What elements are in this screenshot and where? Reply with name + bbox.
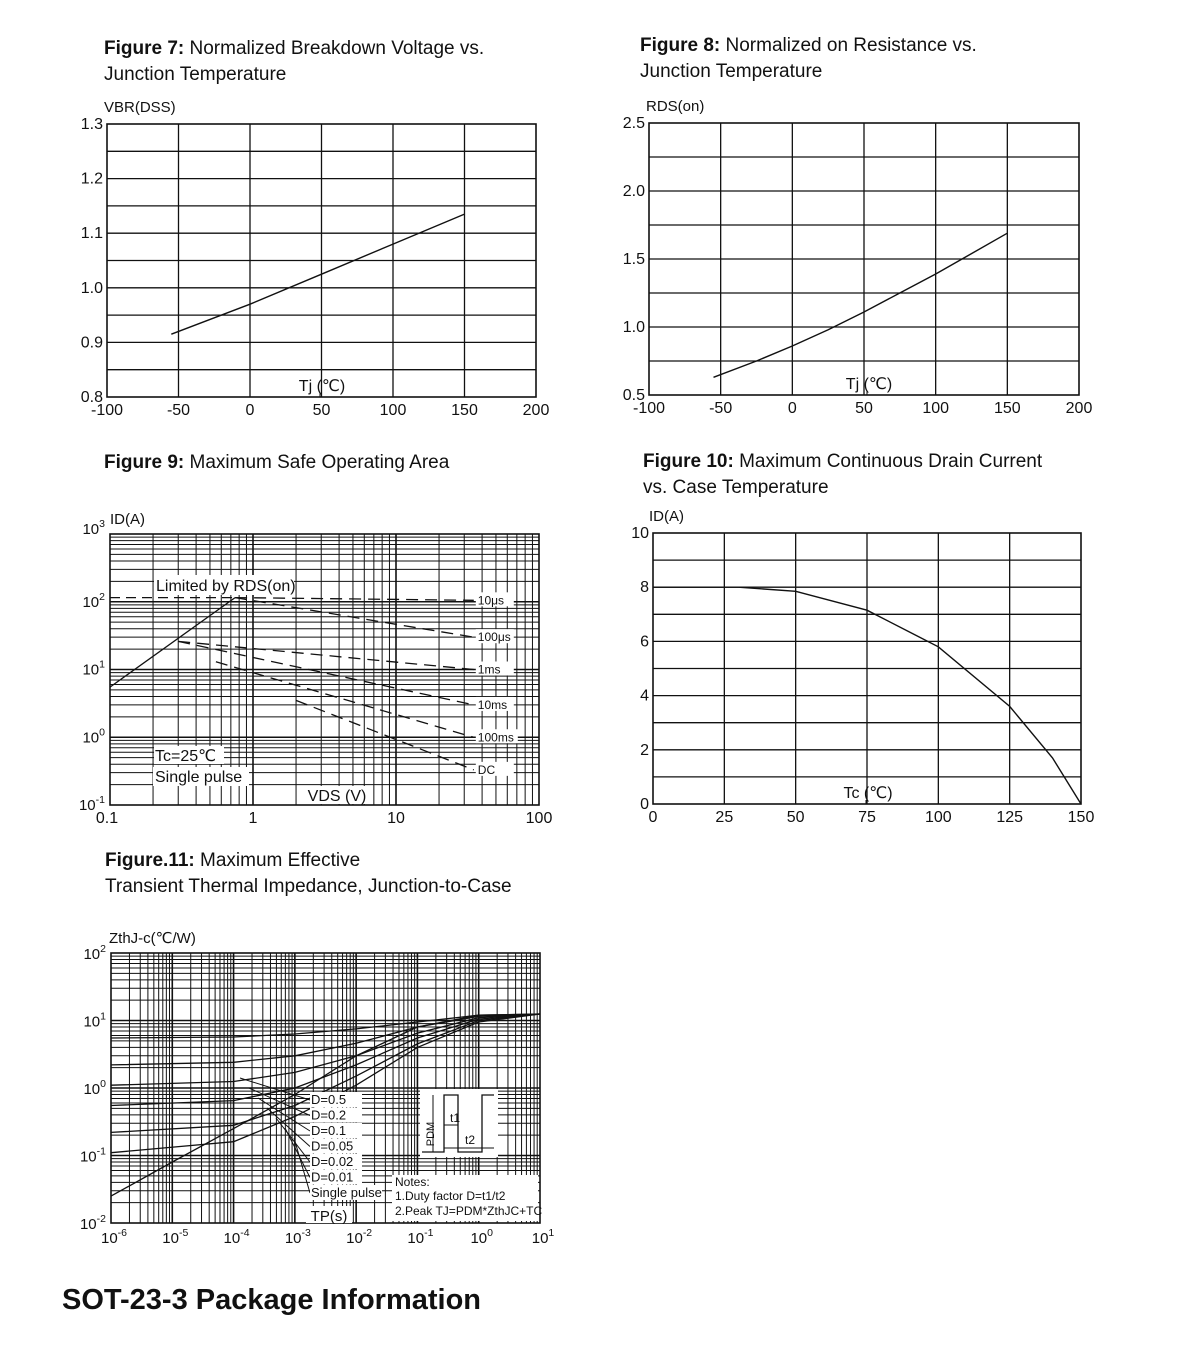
data-curve <box>171 214 464 334</box>
series-label: 10ms <box>477 697 508 712</box>
y-tick-label: 2.5 <box>622 115 645 132</box>
annotation-label: Single pulse <box>155 769 243 786</box>
series-label: 10μs <box>477 593 505 608</box>
figure-9-title-line1: Maximum Safe Operating Area <box>189 452 450 473</box>
x-tick-label: 0 <box>648 809 658 826</box>
y-tick-label: 4 <box>640 687 649 705</box>
notes-line: 1.Duty factor D=t1/t2 <box>395 1189 506 1203</box>
x-tick-label: -50 <box>166 402 191 419</box>
y-tick-label: 2.0 <box>622 183 645 200</box>
legend-label: D=0.5 <box>311 1092 347 1107</box>
y-tick-label: 6 <box>640 633 649 651</box>
series-label: DC <box>477 762 496 777</box>
figure-8-title-line1: Normalized on Resistance vs. <box>725 35 977 56</box>
x-axis-label: VDS (V) <box>307 788 367 805</box>
x-axis-label: Tj (℃) <box>845 376 893 393</box>
x-tick-label: $10^{-2}$ <box>346 1227 373 1247</box>
figure-10-title-line2: vs. Case Temperature <box>643 477 829 498</box>
y-tick-label: $10^1$ <box>83 1010 106 1031</box>
legend-label: D=0.02 <box>311 1154 354 1169</box>
figure-10-chart <box>631 508 1094 826</box>
y-tick-label: 10 <box>631 525 649 542</box>
y-tick-label: 2 <box>640 741 649 759</box>
data-curve <box>714 233 1008 377</box>
x-tick-label: 0 <box>787 400 797 417</box>
soa-curve <box>178 641 474 669</box>
annotation-label: Limited by RDS(on) <box>156 578 296 595</box>
y-tick-label: 1.0 <box>80 279 103 297</box>
x-tick-label: 150 <box>993 400 1021 417</box>
figure-10-title-line1: Maximum Continuous Drain Current <box>739 451 1043 472</box>
y-tick-label: $10^2$ <box>83 943 106 963</box>
x-tick-label: 0.1 <box>95 810 119 827</box>
figure-10-label: Figure 10: <box>643 451 734 472</box>
x-tick-label: $10^{-3}$ <box>284 1227 311 1247</box>
y-tick-label: 0 <box>640 796 649 813</box>
x-tick-label: 1 <box>248 810 258 827</box>
x-tick-label: $10^1$ <box>531 1227 555 1247</box>
figure-11-chart <box>80 930 554 1247</box>
figure-9-chart <box>79 511 552 827</box>
x-tick-label: 150 <box>1067 809 1095 826</box>
legend-label: D=0.01 <box>311 1169 354 1185</box>
x-tick-label: $10^{-1}$ <box>407 1227 434 1247</box>
x-tick-label: 75 <box>858 809 876 826</box>
t1-label: t1 <box>449 1111 461 1125</box>
x-tick-label: 50 <box>312 402 331 419</box>
figure-7-title-line2: Junction Temperature <box>104 64 287 85</box>
soa-curve <box>178 641 474 705</box>
legend-label: Single pulse <box>311 1185 382 1200</box>
y-tick-label: 1.5 <box>622 251 645 268</box>
figure-7-chart <box>81 99 550 419</box>
soa-curve <box>235 598 474 638</box>
y-tick-label: 1.2 <box>80 170 103 188</box>
x-tick-label: 100 <box>525 810 553 827</box>
x-axis-label: Tc (℃) <box>843 785 893 802</box>
y-tick-label: 1.1 <box>80 225 103 243</box>
figure-8-chart <box>623 98 1093 417</box>
figure-7-label: Figure 7: <box>104 38 185 59</box>
figure-11-title-line2: Transient Thermal Impedance, Junction-to-Case <box>105 876 512 897</box>
x-tick-label: 25 <box>715 809 734 826</box>
x-tick-label: 100 <box>379 402 407 419</box>
y-tick-label: 0.8 <box>80 389 103 406</box>
y-axis-label: RDS(on) <box>646 98 705 115</box>
x-tick-label: 125 <box>996 809 1024 826</box>
x-tick-label: 150 <box>451 402 478 419</box>
y-axis-label: VBR(DSS) <box>104 99 176 116</box>
figure-8-title-line2: Junction Temperature <box>640 61 823 82</box>
figure-11-label: Figure.11: <box>105 850 195 871</box>
y-axis-label: ID(A) <box>110 511 145 528</box>
x-tick-label: $10^0$ <box>470 1227 493 1247</box>
annotation-label: Tc=25℃ <box>155 748 217 765</box>
x-tick-label: 50 <box>786 809 805 826</box>
x-tick-label: -50 <box>709 400 733 417</box>
legend-label: D=0.1 <box>311 1123 347 1138</box>
series-label: 1ms <box>477 662 501 677</box>
package-title: SOT-23-3 Package Information <box>62 1284 482 1316</box>
t2-label: t2 <box>464 1133 476 1147</box>
x-tick-label: 200 <box>522 402 550 419</box>
x-tick-label: 200 <box>1065 400 1093 417</box>
notes-line: 2.Peak TJ=PDM*ZthJC+TC <box>395 1204 543 1218</box>
y-tick-label: $10^1$ <box>82 658 105 679</box>
x-tick-label: $10^{-5}$ <box>162 1227 189 1247</box>
y-tick-label: 8 <box>640 579 649 597</box>
series-label: 100ms <box>477 730 514 745</box>
y-tick-label: 1.3 <box>80 116 103 133</box>
y-tick-label: $10^{-1}$ <box>79 1145 106 1166</box>
x-axis-label: Tj (℃) <box>298 378 346 395</box>
x-tick-label: 50 <box>855 400 873 417</box>
y-tick-label: $10^{-2}$ <box>79 1213 106 1233</box>
y-tick-label: $10^3$ <box>82 518 105 538</box>
x-axis-label: TP(s) <box>310 1208 348 1225</box>
series-label: 100μs <box>477 630 511 645</box>
y-tick-label: $10^0$ <box>82 726 105 747</box>
x-tick-label: -100 <box>632 400 666 417</box>
y-tick-label: $10^2$ <box>82 590 105 611</box>
figure-7-title-line1: Normalized Breakdown Voltage vs. <box>189 38 485 59</box>
y-tick-label: 0.9 <box>80 334 103 352</box>
y-tick-label: 1.0 <box>622 319 645 336</box>
figure-9-label: Figure 9: <box>104 452 185 473</box>
figure-11-title-line1: Maximum Effective <box>200 850 361 871</box>
x-tick-label: 100 <box>922 400 950 417</box>
pdm-label: PDM <box>425 1121 437 1147</box>
soa-curve <box>235 598 474 601</box>
pulse-inset <box>420 1089 498 1157</box>
x-tick-label: 0 <box>245 402 255 419</box>
y-axis-label: ZthJ-c(℃/W) <box>109 930 196 947</box>
x-tick-label: $10^{-4}$ <box>223 1227 250 1247</box>
x-tick-label: 10 <box>387 810 405 827</box>
x-tick-label: -100 <box>90 402 124 419</box>
y-tick-label: 0.5 <box>622 387 645 404</box>
notes-heading: Notes: <box>395 1175 430 1189</box>
legend-label: D=0.05 <box>311 1138 354 1154</box>
y-axis-label: ID(A) <box>649 508 684 525</box>
legend-label: D=0.2 <box>311 1107 347 1123</box>
x-tick-label: $10^{-6}$ <box>100 1227 128 1247</box>
y-tick-label: $10^{-1}$ <box>78 794 105 814</box>
soa-curve <box>216 662 474 738</box>
figure-8-label: Figure 8: <box>640 35 721 56</box>
x-tick-label: 100 <box>924 809 952 826</box>
soa-curve <box>110 598 235 688</box>
y-tick-label: $10^0$ <box>83 1078 106 1098</box>
